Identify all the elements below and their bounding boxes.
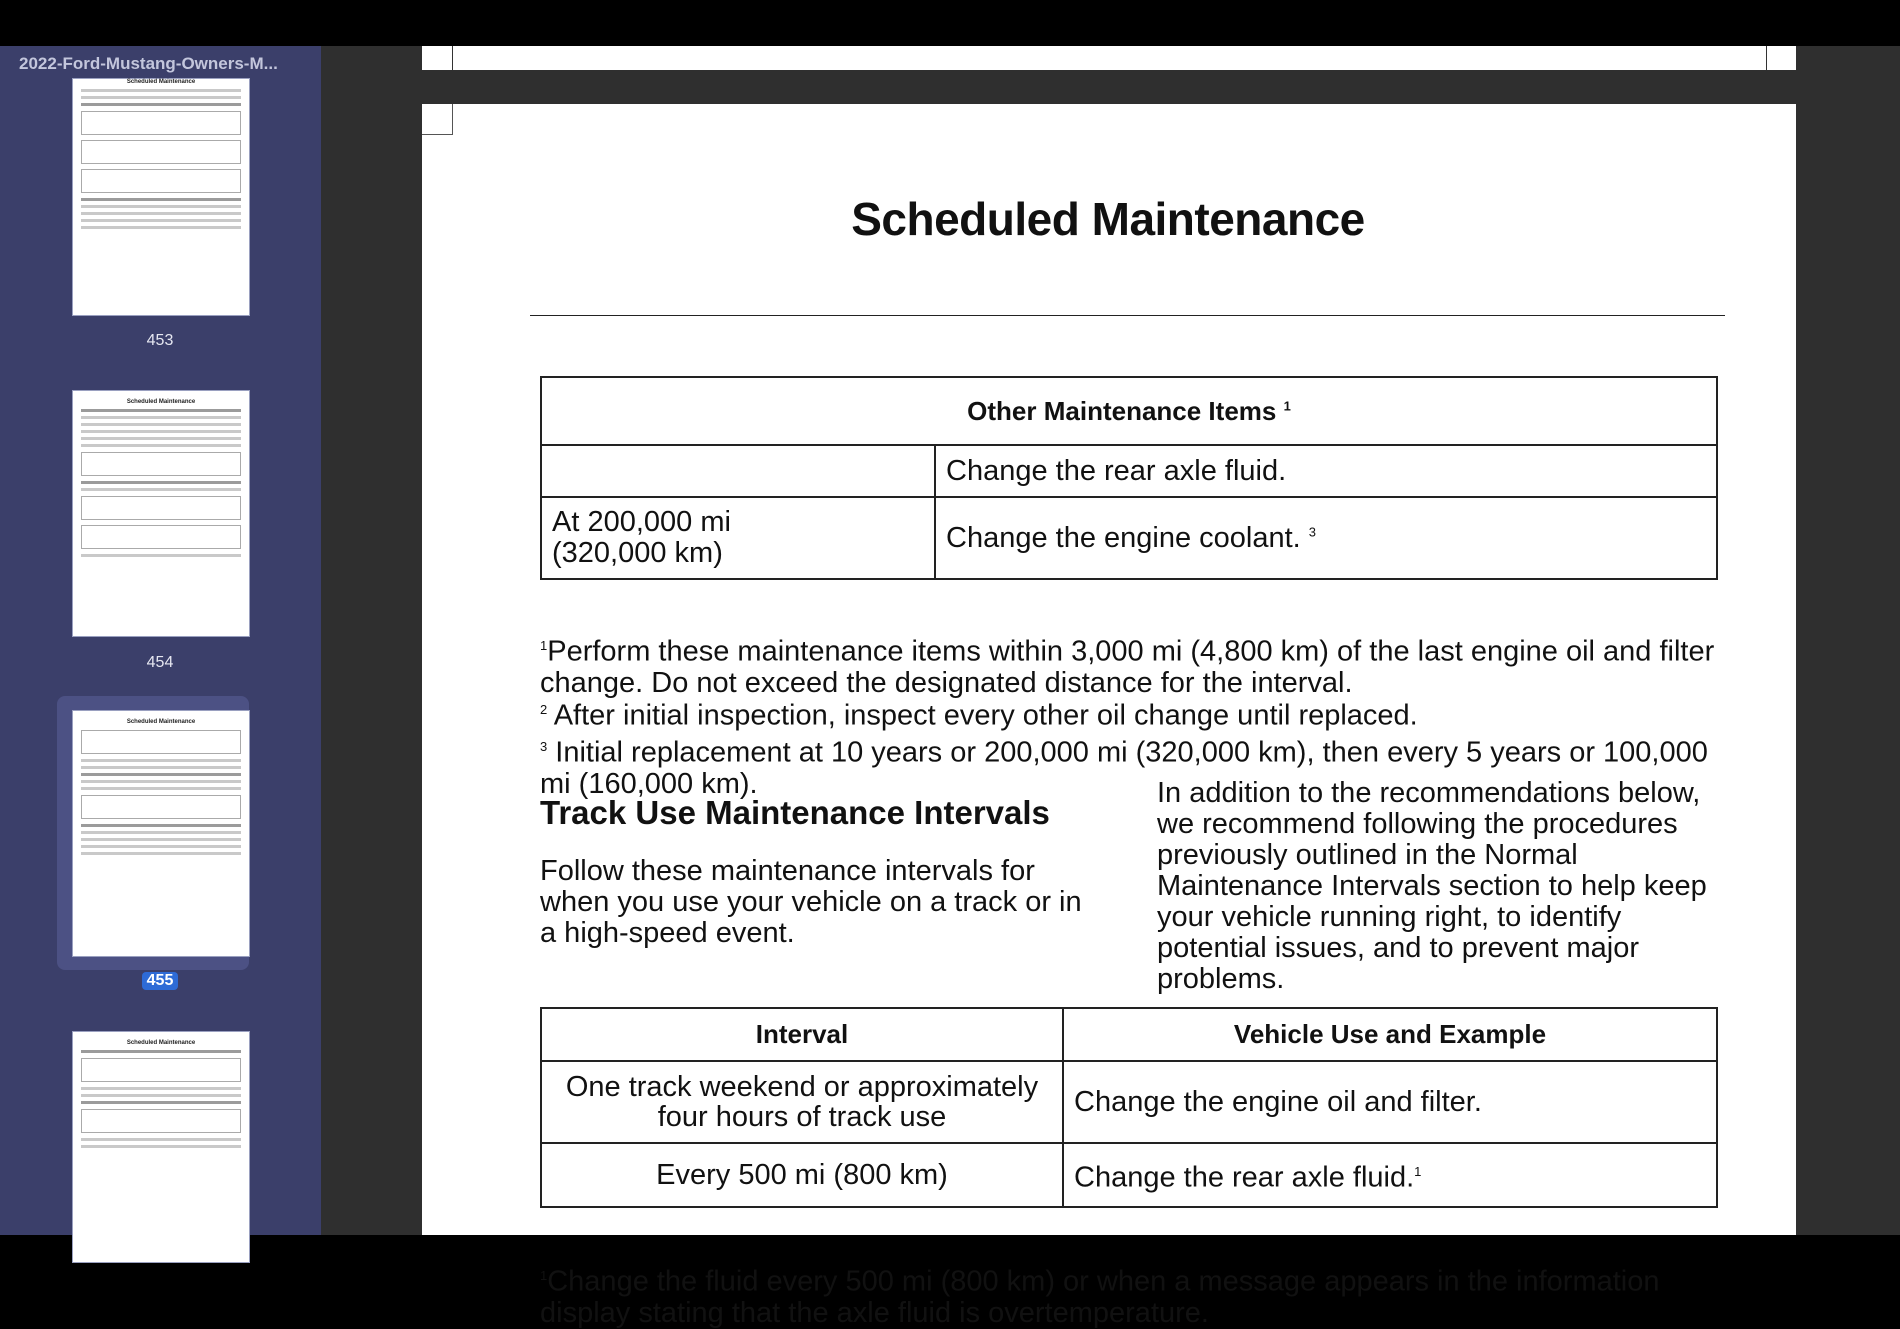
track-footnote: $^1$Change the fluid every 500 mi (800 km) or when a message appears in the information display stating that the axle fluid is overtemperature. <box>540 1265 1660 1329</box>
thumbnail-sidebar[interactable] <box>0 46 321 1235</box>
item-cell: Change the engine coolant. $^3$ <box>935 497 1717 579</box>
use-cell: Change the rear axle fluid.$^1$ <box>1063 1143 1717 1207</box>
interval-cell <box>541 445 935 497</box>
page-title: Scheduled Maintenance <box>851 193 1365 245</box>
crop-mark <box>422 104 453 135</box>
previous-page-bottom <box>422 46 1796 70</box>
interval-cell: At 200,000 mi (320,000 km) <box>541 497 935 579</box>
page-number-454[interactable]: 454 <box>146 654 174 671</box>
table-row <box>541 445 1717 497</box>
vehicle-use-header: Vehicle Use and Example <box>1063 1008 1717 1061</box>
page-thumbnail-453[interactable] <box>72 78 250 316</box>
table-row <box>541 1143 1717 1207</box>
window-title-bar <box>0 0 1900 46</box>
page-number-455[interactable]: 455 <box>142 972 178 990</box>
document-viewer[interactable] <box>321 46 1900 1329</box>
table-row <box>541 1061 1717 1143</box>
use-cell: Change the engine oil and filter. <box>1063 1061 1717 1143</box>
table-row <box>541 497 1717 579</box>
section-intro: Follow these maintenance intervals for when you use your vehicle on a track or in a high-speed event. <box>540 855 1082 949</box>
interval-cell: Every 500 mi (800 km) <box>541 1143 1063 1207</box>
thumbnail-title: Scheduled Maintenance <box>126 79 196 85</box>
footnote-1: $^1$Perform these maintenance items within 3,000 mi (4,800 km) of the last engine oil and filter change. Do not exceed the designated distance for the interval. <box>540 635 1715 699</box>
page-thumbnail-next[interactable] <box>72 1031 250 1263</box>
thumbnail-title: Scheduled Maintenance <box>126 719 196 725</box>
page-thumbnail-454[interactable] <box>72 390 250 637</box>
thumbnail-title: Scheduled Maintenance <box>126 399 196 405</box>
title-rule <box>530 315 1725 316</box>
section-note: In addition to the recommendations below, we recommend following the procedures previously outlined in the Normal Maintenance Intervals section to help keep your vehicle running right, to identify potential issues, and to prevent major problems. <box>1157 777 1707 995</box>
interval-header: Interval <box>541 1008 1063 1061</box>
item-cell: Change the rear axle fluid. <box>935 445 1717 497</box>
document-title: 2022-Ford-Mustang-Owners-M... <box>19 54 278 73</box>
table-header: Other Maintenance Items $^1$ <box>541 377 1717 445</box>
footnote-2: $^2$ After initial inspection, inspect every other oil change until replaced. <box>540 699 1418 732</box>
thumbnail-title: Scheduled Maintenance <box>126 1040 196 1046</box>
document-page <box>422 104 1796 1329</box>
footnote-3: $^3$ Initial replacement at 10 years or 200,000 mi (320,000 km), then every 5 years or 100,000 mi (160,000 km). <box>540 736 1708 800</box>
other-maintenance-table <box>540 376 1718 580</box>
page-thumbnail-455[interactable] <box>72 710 250 957</box>
interval-cell: One track weekend or approximately four hours of track use <box>541 1061 1063 1143</box>
section-heading: Track Use Maintenance Intervals <box>540 794 1050 831</box>
page-number-453[interactable]: 453 <box>146 332 174 349</box>
track-use-table <box>540 1007 1718 1208</box>
